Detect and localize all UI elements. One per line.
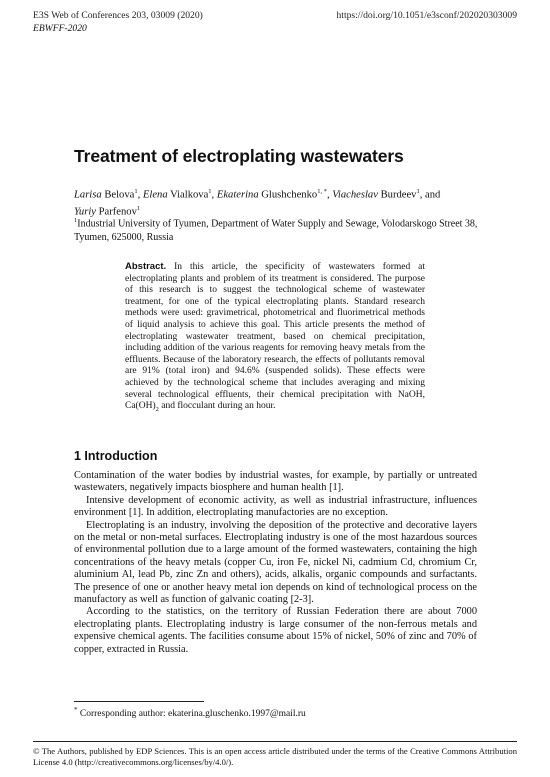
paragraph: Electroplating is an industry, involving the deposition of the protective and decorative layers on the metal or non-metal surfaces. Electroplating industry is one of the most hazardous sources of environmental pollution due to a large amount of the formed wastewaters, containing the high concentrations of the heavy metals (copper Cu, iron Fe, nickel Ni, cadmium Cd, chromium Cr, aluminium Al, lead Pb, zinc Zn and others), acids, alkalis, organic compounds and surfactants. The presence of one or another heavy metal ion depends on kind of technological process on the manufactory as well as function of galvanic coating [2-3]. xyxy=(74,519,477,606)
author-affiliation-mark: 1 xyxy=(136,204,141,212)
author-affiliation-mark: 1, * xyxy=(317,188,327,195)
conference-name: EBWFF-2020 xyxy=(33,23,87,34)
author-last-name: Vialkova xyxy=(170,189,209,201)
footnote-mark: * xyxy=(74,706,78,714)
abstract-text-end: and flocculant during an hour. xyxy=(158,401,276,412)
paragraph: Contamination of the water bodies by industrial wastes, for example, by partially or untreated wastewaters, negatively impacts biosphere and human health [1]. xyxy=(74,470,477,494)
abstract xyxy=(125,261,425,416)
paragraph: According to the statistics, on the territory of Russian Federation there are about 7000 electroplating plants. Electroplating industry is large consumer of the non-ferrous metals and expensive chemical agents. The facilities consume about 15% of nickel, 50% of zinc and 70% of copper, extracted in Russia. xyxy=(74,606,477,655)
author-first-name: Elena xyxy=(142,189,168,201)
author-last-name: Glushchenko xyxy=(261,189,318,201)
author-last-name: Burdeev xyxy=(380,189,417,201)
author-first-name: Viacheslav xyxy=(332,189,378,201)
section-heading: 1 Introduction xyxy=(74,449,158,463)
abstract-text: In this article, the specificity of wastewaters formed at electroplating plants and problem of its treatment is considered. The purpose of this research is to suggest the technological scheme of wastewater treatment, for one of the typical electroplating plants. Standard research methods were used: gravimetrical, photometrical and fluorimetrical methods of liquid analysis to achieve this goal. This article presents the method of electroplating wastewater treatment, based on chemical precipitation, including addition of the various reagents for removing heavy metals from the effluents. Because of the laboratory research, the effects of pollutants removal are 91% (total iron) and 94.6% (suspended solids). These effects were achieved by the technological scheme that includes averaging and mixing several technological effluents, their chemical precipitation with NaOH, Ca(OH) xyxy=(125,262,425,412)
license-divider xyxy=(33,741,517,742)
body-text xyxy=(74,470,477,656)
paragraph: Intensive development of economic activity, as well as industrial infrastructure, influences environment [1]. In addition, electroplating manufactories are no exception. xyxy=(74,494,477,519)
author-separator: , xyxy=(211,189,217,201)
author-first-name: Larisa xyxy=(74,189,102,201)
author-separator: , xyxy=(326,189,333,201)
author-affiliation-mark: 1 xyxy=(208,188,212,195)
footnote xyxy=(74,706,306,719)
author-first-name: Yuriy xyxy=(74,206,96,218)
footnote-divider xyxy=(74,701,204,702)
author-affiliation-mark: 1 xyxy=(134,188,138,195)
abstract-label: Abstract. xyxy=(125,261,167,272)
affiliation-text: Industrial University of Tyumen, Department of Water Supply and Sewage, Volodarskogo Street 38, Tyumen, 625000, Russia xyxy=(74,218,478,243)
author-and: , and xyxy=(419,189,441,201)
abstract-subscript: 2 xyxy=(155,406,159,414)
paper-title: Treatment of electroplating wastewaters xyxy=(74,146,404,166)
author-last-name: Parfenov xyxy=(98,206,137,218)
license-notice: © The Authors, published by EDP Sciences. This is an open access article distributed under the terms of the Creative Commons Attribution License 4.0 (http://creativecommons.org/licenses/by/4.0/). xyxy=(33,746,517,767)
author-last-name: Belova xyxy=(104,189,135,201)
doi-link[interactable]: https://doi.org/10.1051/e3sconf/202020303009 xyxy=(336,10,517,21)
journal-citation: E3S Web of Conferences 203, 03009 (2020) xyxy=(33,10,203,21)
affiliation xyxy=(74,214,494,244)
author-separator: , xyxy=(137,189,143,201)
author-affiliation-mark: 1 xyxy=(416,188,420,195)
author-first-name: Ekaterina xyxy=(216,189,259,201)
footnote-text: Corresponding author: ekaterina.gluschenko.1997@mail.ru xyxy=(77,709,306,720)
affiliation-mark: 1 xyxy=(74,217,78,224)
